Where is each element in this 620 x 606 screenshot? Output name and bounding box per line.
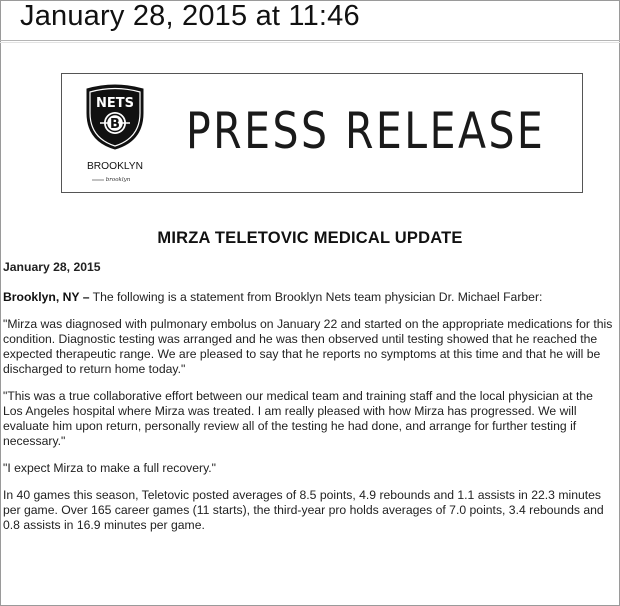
intro-paragraph: [3, 290, 615, 305]
quote-paragraph: "This was a true collaborative effort between our medical team and training staff and the local physician at the Los Angeles hospital where Mirza was treated. I am really pleased with how Mirza has progressed. We will evaluate him upon return, personally review all of the testing he had done, and arrange for further testing if necessary.": [3, 389, 593, 448]
divider: [0, 40, 620, 41]
quote-paragraph: "Mirza was diagnosed with pulmonary embolus on January 22 and started on the appropriate medications for this condition. Diagnostic testing was arranged and he was then observed until testing showed that he reached the expected therapeutic range. We are pleased to say that he reports no symptoms at this time and that he will be discharged to return home today.": [3, 317, 613, 376]
intro-text: The following is a statement from Brooklyn Nets team physician Dr. Michael Farber:: [89, 290, 543, 304]
logo-sponsor-text: brooklyn: [105, 177, 131, 183]
stats-paragraph: In 40 games this season, Teletovic posted averages of 8.5 points, 4.9 rebounds and 1.1 assists in 22.3 minutes per game. Over 165 career games (11 starts), the third-year pro holds averages of 7.0 points, 3.4 rebounds and 0.8 assists in 16.9 minutes per game.: [3, 488, 604, 532]
article-headline: MIRZA TELETOVIC MEDICAL UPDATE: [157, 229, 463, 247]
press-release-title: PRESS RELEASE: [186, 102, 546, 160]
logo-letter: B: [110, 117, 120, 132]
message-timestamp: January 28, 2015 at 11:46: [20, 0, 360, 32]
dateline: Brooklyn, NY –: [3, 290, 90, 304]
logo-top-text: NETS: [96, 96, 134, 111]
divider: [0, 42, 620, 43]
article-date: January 28, 2015: [3, 260, 101, 274]
quote-paragraph: "I expect Mirza to make a full recovery.": [3, 461, 216, 475]
brooklyn-nets-logo: [82, 83, 148, 187]
article-body: [3, 260, 615, 545]
logo-city-text: BROOKLYN: [87, 160, 143, 172]
press-release-banner: [61, 73, 583, 193]
